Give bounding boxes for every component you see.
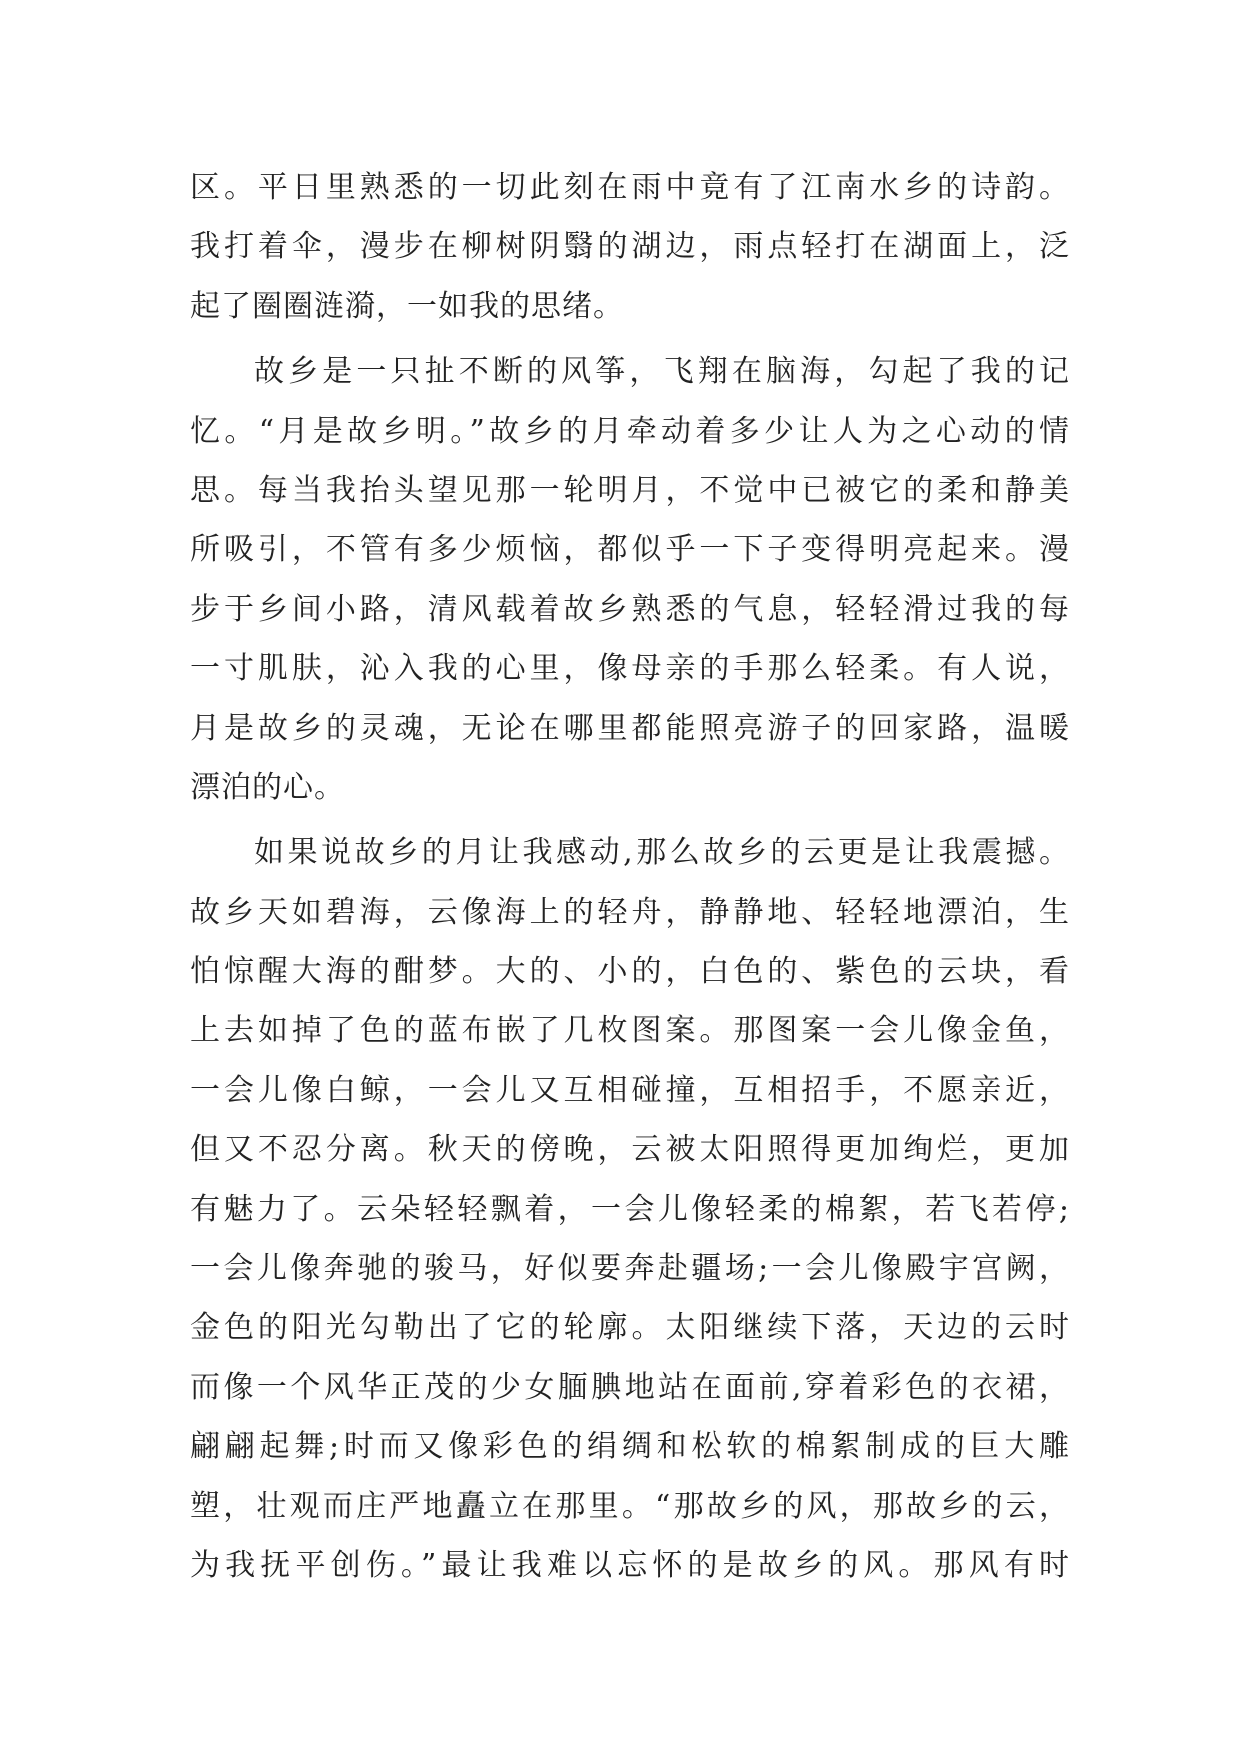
text-line: 故乡是一只扯不断的风筝，飞翔在脑海，勾起了我的记 bbox=[254, 354, 1070, 390]
paragraph-1 bbox=[190, 158, 1070, 336]
text-line: 塑，壮观而庄严地矗立在那里。“那故乡的风，那故乡的云， bbox=[190, 1488, 1070, 1524]
text-line: 思。每当我抬头望见那一轮明月，不觉中已被它的柔和静美 bbox=[190, 472, 1070, 508]
text-line: 忆。“月是故乡明。”故乡的月牵动着多少让人为之心动的情 bbox=[190, 413, 1070, 449]
text-line: 上去如掉了色的蓝布嵌了几枚图案。那图案一会儿像金鱼， bbox=[190, 1013, 1070, 1049]
text-line: 有魅力了。云朵轻轻飘着，一会儿像轻柔的棉絮，若飞若停; bbox=[190, 1191, 1070, 1227]
text-line: 我打着伞，漫步在柳树阴翳的湖边，雨点轻打在湖面上，泛 bbox=[190, 229, 1070, 265]
text-line: 而像一个风华正茂的少女腼腆地站在面前,穿着彩色的衣裙， bbox=[190, 1369, 1070, 1405]
text-line: 起了圈圈涟漪，一如我的思绪。 bbox=[190, 288, 624, 324]
paragraph-2 bbox=[190, 342, 1070, 817]
text-line: 步于乡间小路，清风载着故乡熟悉的气息，轻轻滑过我的每 bbox=[190, 591, 1070, 627]
text-line: 怕惊醒大海的酣梦。大的、小的，白色的、紫色的云块，看 bbox=[190, 954, 1070, 990]
text-line: 区。平日里熟悉的一切此刻在雨中竟有了江南水乡的诗韵。 bbox=[190, 170, 1070, 205]
text-line: 一寸肌肤，沁入我的心里，像母亲的手那么轻柔。有人说， bbox=[190, 651, 1070, 687]
text-line: 漂泊的心。 bbox=[190, 769, 345, 805]
paragraph-3 bbox=[190, 823, 1070, 1595]
text-line: 所吸引，不管有多少烦恼，都似乎一下子变得明亮起来。漫 bbox=[190, 532, 1070, 568]
text-line: 月是故乡的灵魂，无论在哪里都能照亮游子的回家路，温暖 bbox=[190, 710, 1070, 746]
text-line: 故乡天如碧海，云像海上的轻舟，静静地、轻轻地漂泊，生 bbox=[190, 894, 1070, 930]
text-line: 如果说故乡的月让我感动,那么故乡的云更是让我震撼。 bbox=[254, 835, 1070, 871]
text-line: 一会儿像白鲸，一会儿又互相碰撞，互相招手，不愿亲近， bbox=[190, 1072, 1070, 1108]
text-line: 一会儿像奔驰的骏马，好似要奔赴疆场;一会儿像殿宇宫阙， bbox=[190, 1251, 1070, 1287]
text-line: 金色的阳光勾勒出了它的轮廓。太阳继续下落，天边的云时 bbox=[190, 1310, 1070, 1346]
text-line: 为我抚平创伤。”最让我难以忘怀的是故乡的风。那风有时 bbox=[190, 1547, 1070, 1583]
text-line: 但又不忍分离。秋天的傍晚，云被太阳照得更加绚烂，更加 bbox=[190, 1132, 1070, 1168]
text-line: 翩翩起舞;时而又像彩色的绢绸和松软的棉絮制成的巨大雕 bbox=[190, 1429, 1070, 1465]
body-text bbox=[190, 158, 1070, 1595]
